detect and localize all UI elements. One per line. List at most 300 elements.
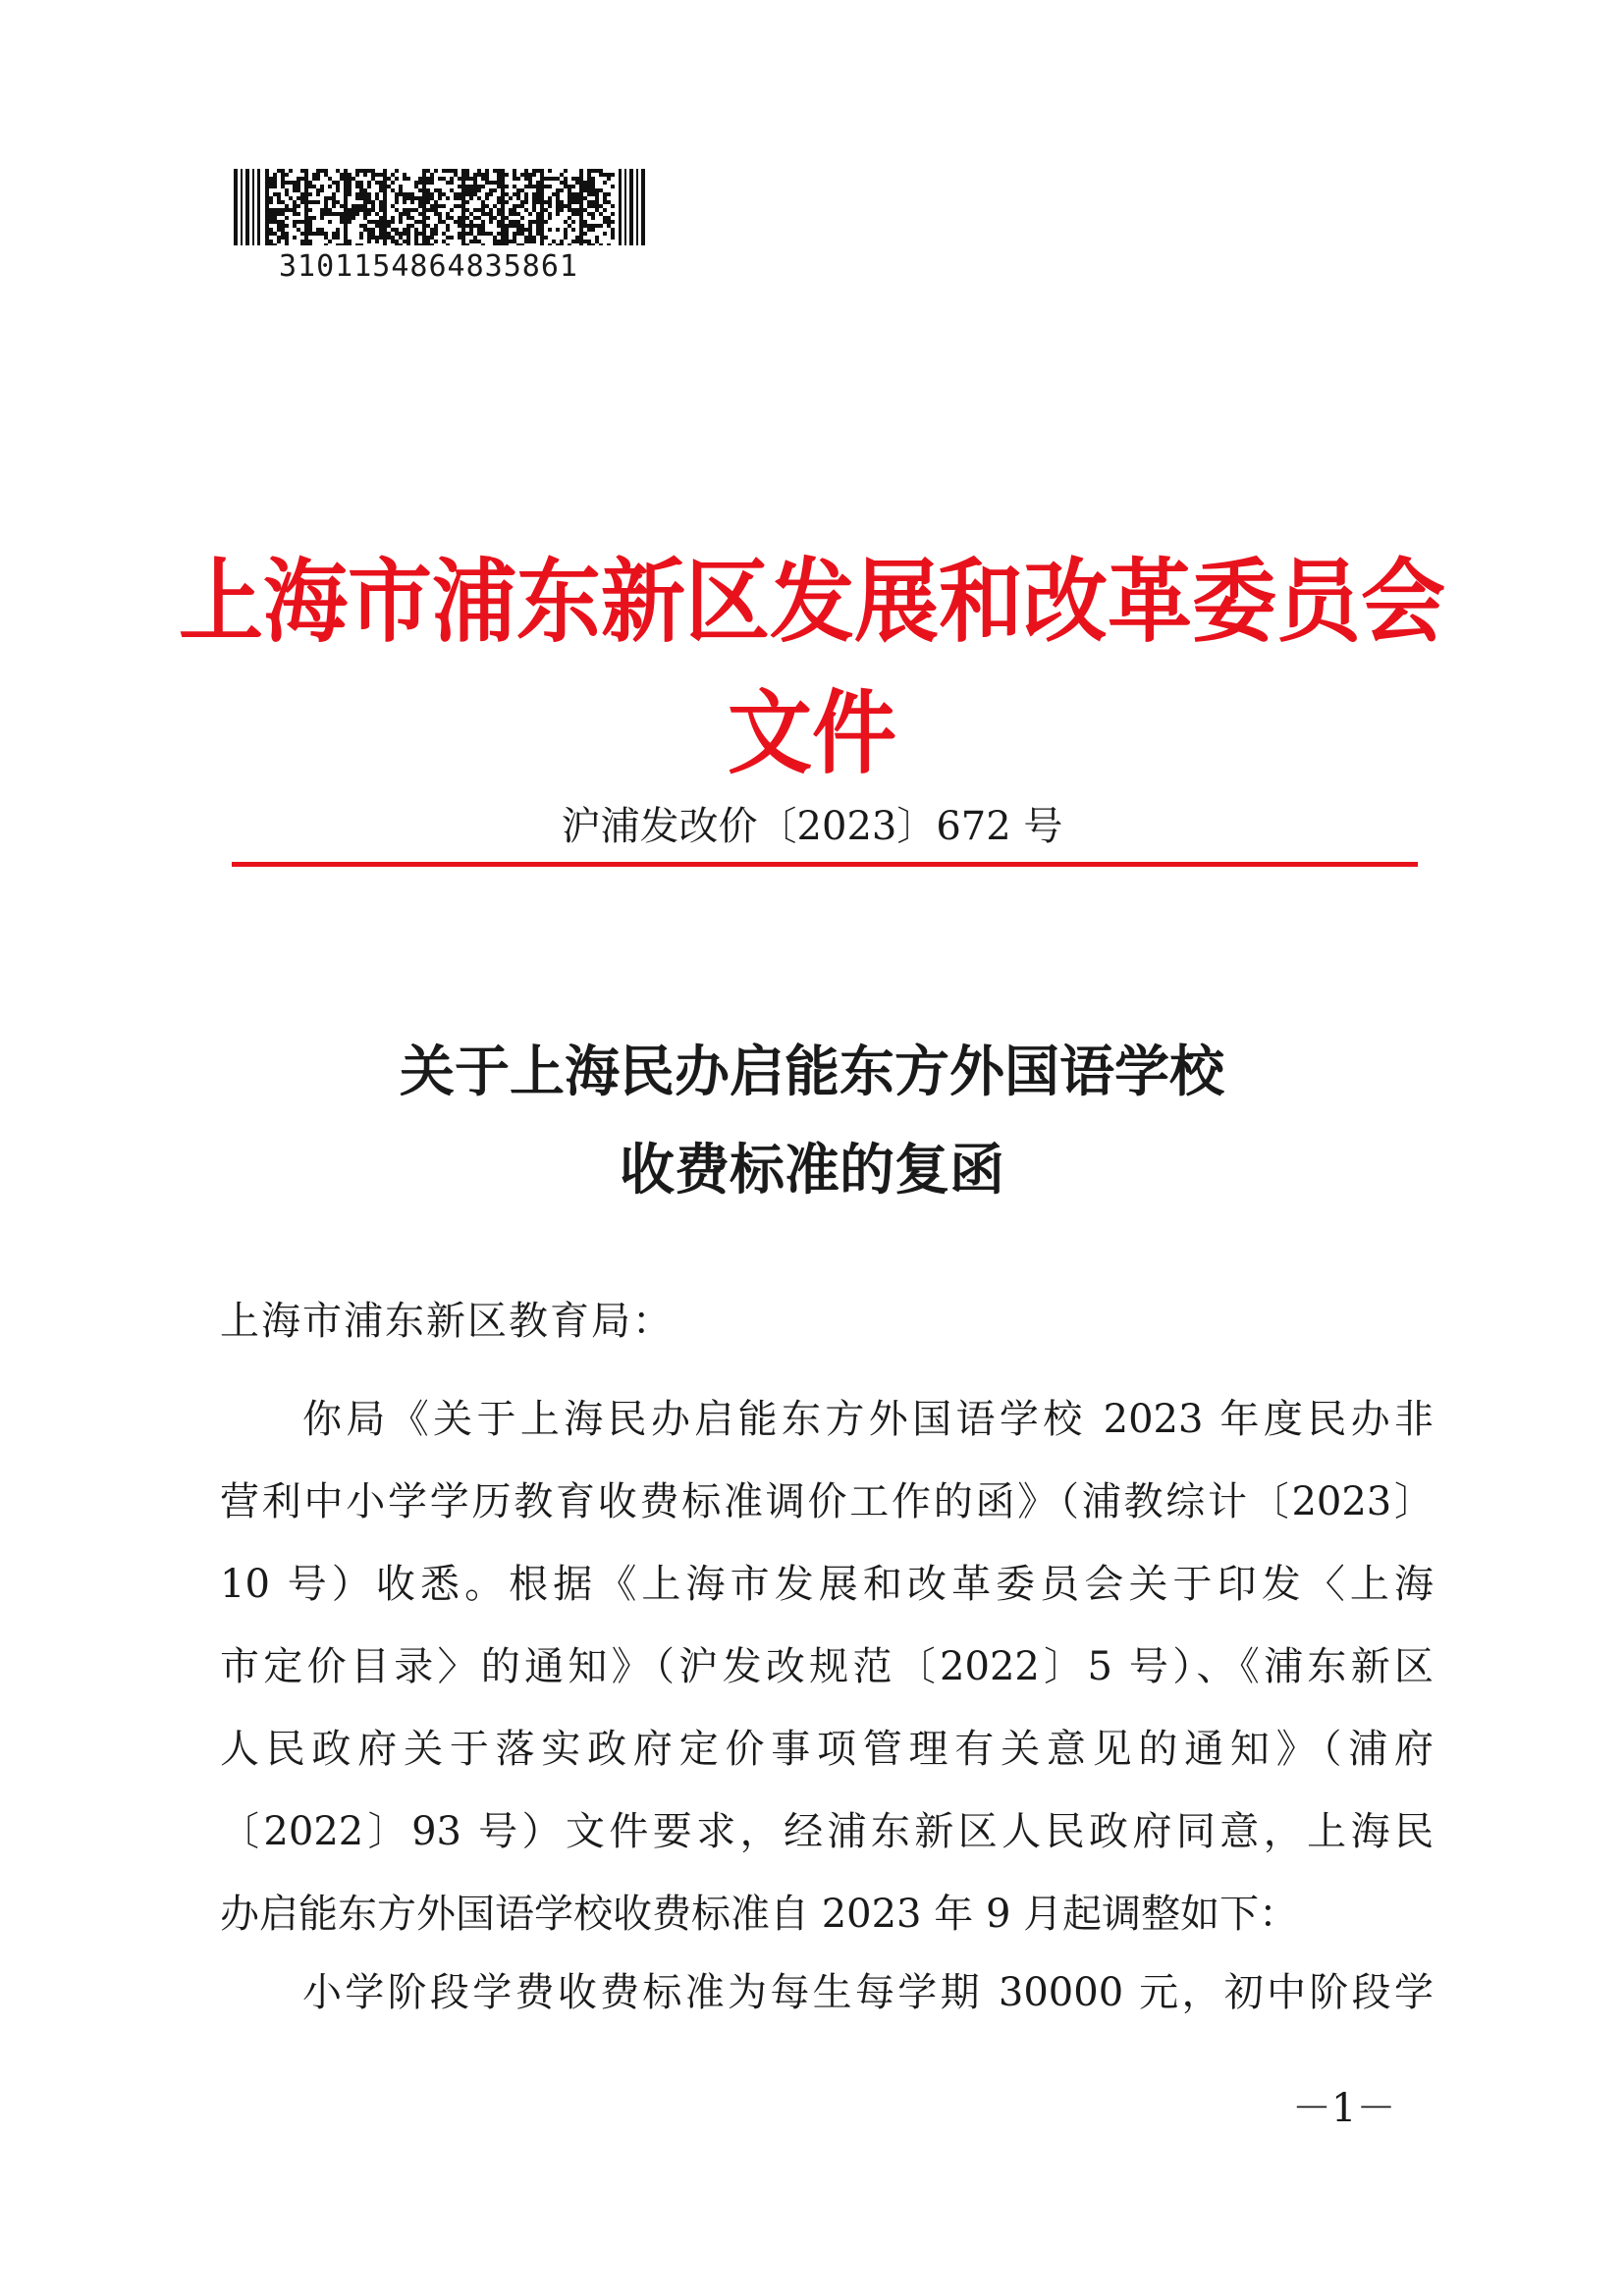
barcode-module [383,240,387,243]
barcode-module [300,196,304,200]
barcode-module [379,236,383,240]
barcode-module [524,185,528,188]
barcode-module [513,220,516,224]
barcode-module [265,177,269,181]
barcode-module [265,173,269,177]
barcode-module [418,196,422,200]
barcode-module [560,208,564,212]
barcode-module [304,173,308,177]
barcode-module [383,188,387,192]
barcode-graphic [234,169,646,245]
barcode-module [591,181,595,185]
barcode-module [485,196,489,200]
barcode-module [316,232,320,236]
barcode-module [575,192,579,196]
barcode-module [312,173,316,177]
barcode-module [513,173,516,177]
barcode-module [493,188,497,192]
barcode-module [493,181,497,185]
barcode-module [269,181,273,185]
barcode-module [265,240,269,243]
barcode-module [485,169,489,173]
barcode-module [446,196,450,200]
barcode-module [564,228,568,232]
barcode-module [579,232,583,236]
barcode-module [336,181,340,185]
barcode-module [544,236,548,240]
barcode-module [265,188,269,192]
barcode-module [446,228,450,232]
barcode-module [465,169,469,173]
barcode-module [269,177,273,181]
barcode-module [281,228,285,232]
barcode-module [524,240,528,243]
barcode-module [438,188,442,192]
barcode-module [477,196,481,200]
barcode-module [285,208,289,212]
barcode-module [363,192,367,196]
barcode-module [355,169,359,173]
barcode-module [308,200,312,204]
barcode-module [481,200,485,204]
barcode-module [611,228,615,232]
barcode-module [359,243,363,245]
barcode-module [406,236,410,240]
barcode-module [536,181,540,185]
barcode-module [395,232,399,236]
barcode-module [293,236,297,240]
body-line: 营利中小学学历教育收费标准调价工作的函》（浦教综计〔2023〕 [220,1479,1434,1524]
barcode-module [308,232,312,236]
barcode-module [461,173,465,177]
barcode-module [461,208,465,212]
barcode-module [312,177,316,181]
barcode-module [461,200,465,204]
barcode-module [316,173,320,177]
barcode-module [528,232,532,236]
barcode-module [513,208,516,212]
barcode-module [513,240,516,243]
barcode-module [422,196,426,200]
barcode-module [438,212,442,216]
barcode-module [348,192,352,196]
barcode-module [293,200,297,204]
barcode-module [269,216,273,220]
barcode-module [489,232,493,236]
barcode-module [297,204,300,208]
barcode-module [332,200,336,204]
barcode-module [403,240,406,243]
barcode-module [571,192,575,196]
barcode-module [387,177,391,181]
barcode-module [497,243,501,245]
barcode-module [265,196,269,200]
barcode-module [493,204,497,208]
barcode-module [324,208,328,212]
barcode-module [532,192,536,196]
barcode-module [473,240,477,243]
barcode-module [391,216,395,220]
barcode-module [579,208,583,212]
masthead-title: 上海市浦东新区发展和改革委员会文件 [179,548,1445,787]
barcode-module [300,232,304,236]
barcode-module [438,216,442,220]
barcode-module [359,208,363,212]
barcode-module [505,173,509,177]
barcode-module [591,188,595,192]
barcode-module [403,200,406,204]
barcode-module [316,188,320,192]
barcode-module [344,232,348,236]
barcode-module [285,216,289,220]
barcode-module [446,181,450,185]
barcode-module [293,208,297,212]
barcode-module [505,200,509,204]
barcode-module [414,228,418,232]
barcode-module [465,177,469,181]
barcode-module [568,192,571,196]
barcode-module [281,208,285,212]
barcode-module [497,208,501,212]
barcode-module [595,169,599,173]
barcode-module [603,220,607,224]
barcode-module [477,228,481,232]
barcode-module [336,236,340,240]
barcode-module [379,216,383,220]
barcode-module [371,173,375,177]
barcode-module [607,200,611,204]
barcode-module [355,204,359,208]
barcode-module [513,185,516,188]
barcode-module [367,169,371,173]
barcode-module [399,185,403,188]
barcode-module [469,177,473,181]
barcode-module [395,192,399,196]
barcode-module [277,236,281,240]
barcode-module [501,173,505,177]
barcode-module [344,204,348,208]
barcode-module [285,236,289,240]
barcode-module [454,220,458,224]
barcode-module [293,220,297,224]
barcode-module [583,181,587,185]
barcode-module [501,177,505,181]
barcode-module [489,192,493,196]
barcode-module [485,181,489,185]
barcode-module [556,177,560,181]
barcode-module [265,216,269,220]
barcode-module [422,200,426,204]
barcode-module [528,220,532,224]
barcode-module [379,181,383,185]
barcode-module [414,243,418,245]
barcode-module [548,228,552,232]
barcode-module [528,177,532,181]
barcode-module [399,212,403,216]
barcode-module [532,200,536,204]
barcode-module [505,240,509,243]
barcode-module [575,212,579,216]
barcode-module [348,188,352,192]
barcode-module [340,212,344,216]
barcode-module [277,228,281,232]
barcode-module [403,173,406,177]
barcode-module [371,220,375,224]
barcode-module [536,200,540,204]
barcode-module [524,200,528,204]
body-paragraph-2 [220,1951,1434,2034]
barcode-module [359,185,363,188]
barcode-module [540,216,544,220]
barcode-module [300,169,304,173]
barcode-module [509,220,513,224]
barcode-module [344,216,348,220]
barcode-module [450,169,454,173]
barcode-module [564,169,568,173]
barcode-module [348,243,352,245]
barcode-module [497,173,501,177]
barcode-module [348,181,352,185]
barcode-module [422,173,426,177]
barcode-module [461,192,465,196]
barcode-module [395,243,399,245]
barcode-module [273,173,277,177]
barcode-module [367,236,371,240]
barcode-module [461,216,465,220]
barcode-module [579,200,583,204]
barcode-module [281,185,285,188]
barcode-module [304,216,308,220]
barcode-module [520,204,524,208]
barcode-module [477,224,481,228]
barcode-module [595,204,599,208]
barcode-module [406,212,410,216]
barcode-module [269,208,273,212]
barcode-module [579,216,583,220]
barcode-module [505,232,509,236]
barcode-module [418,232,422,236]
barcode-module [603,208,607,212]
barcode-module [575,196,579,200]
barcode-module [454,169,458,173]
barcode-module [265,236,269,240]
barcode-module [434,212,438,216]
barcode-module [599,224,603,228]
barcode-module [297,177,300,181]
barcode-module [265,181,269,185]
barcode-module [516,220,520,224]
barcode-module [501,228,505,232]
barcode-module [367,200,371,204]
barcode-module [265,212,269,216]
barcode-module [344,173,348,177]
barcode-module [304,224,308,228]
barcode-module [383,185,387,188]
barcode-module [355,185,359,188]
barcode-module [516,212,520,216]
barcode-module [560,188,564,192]
barcode-module [352,212,355,216]
barcode-module [485,212,489,216]
barcode-module [359,236,363,240]
barcode-module [273,216,277,220]
barcode-module [564,204,568,208]
barcode-module [524,228,528,232]
barcode-module [501,204,505,208]
barcode-module [497,240,501,243]
barcode-module [493,216,497,220]
barcode-module [395,169,399,173]
barcode-module [454,196,458,200]
barcode-module [418,212,422,216]
barcode-module [520,228,524,232]
barcode-module [304,177,308,181]
barcode-module [568,216,571,220]
barcode-module [587,224,591,228]
barcode-module [560,200,564,204]
barcode-module [344,196,348,200]
red-divider-line [232,862,1418,867]
barcode-module [328,212,332,216]
barcode-module [375,196,379,200]
barcode-module [387,232,391,236]
barcode-module [583,188,587,192]
barcode-module [579,185,583,188]
barcode-module [505,192,509,196]
barcode-module [501,169,505,173]
barcode-module [348,220,352,224]
barcode-module [300,220,304,224]
barcode-module [418,181,422,185]
barcode-module [497,212,501,216]
barcode-module [414,240,418,243]
barcode-module [391,188,395,192]
barcode-module [497,177,501,181]
barcode-module [426,196,430,200]
barcode-module [501,232,505,236]
barcode-module [308,216,312,220]
barcode-module [469,220,473,224]
barcode-module [304,169,308,173]
barcode-module [285,240,289,243]
barcode-module [391,228,395,232]
barcode-module [446,236,450,240]
barcode-module [332,204,336,208]
barcode-module [599,173,603,177]
barcode-module [304,181,308,185]
barcode-module [285,181,289,185]
barcode-module [540,192,544,196]
barcode-module [277,224,281,228]
barcode-module [473,224,477,228]
barcode-module [556,188,560,192]
barcode-module [340,173,344,177]
barcode-module [465,216,469,220]
barcode-module [434,224,438,228]
body-line: 〔2022〕93 号）文件要求，经浦东新区人民政府同意，上海民 [220,1809,1434,1854]
barcode-module [536,185,540,188]
barcode-module [355,212,359,216]
barcode-module [422,232,426,236]
barcode-module [579,204,583,208]
barcode-module [469,192,473,196]
barcode-module [367,196,371,200]
barcode-module [461,196,465,200]
barcode-module [395,200,399,204]
barcode-module [371,204,375,208]
barcode-module [579,236,583,240]
barcode-module [579,243,583,245]
barcode-module [501,208,505,212]
barcode-module [528,185,532,188]
barcode-module [363,212,367,216]
addressee: 上海市浦东新区教育局： [220,1299,674,1344]
barcode-module [540,232,544,236]
barcode-module [548,185,552,188]
barcode-module [595,208,599,212]
barcode-module [383,208,387,212]
barcode-module [603,192,607,196]
barcode-module [363,200,367,204]
barcode-module [348,216,352,220]
barcode-module [426,236,430,240]
barcode-module [269,232,273,236]
barcode-module [430,173,434,177]
barcode-module [387,220,391,224]
barcode-module [544,220,548,224]
barcode-module [383,204,387,208]
barcode-module [501,212,505,216]
barcode-module [426,177,430,181]
barcode-module [442,204,446,208]
barcode-module [458,204,461,208]
barcode-module [485,204,489,208]
barcode-module [399,188,403,192]
barcode-module [579,228,583,232]
barcode-module [591,185,595,188]
barcode-module [336,200,340,204]
barcode-module [571,185,575,188]
barcode-module [501,236,505,240]
barcode-module [422,228,426,232]
barcode-module [304,236,308,240]
barcode-module [501,200,505,204]
barcode-module [383,236,387,240]
barcode-module [316,192,320,196]
barcode-module [513,236,516,240]
barcode-module [438,192,442,196]
barcode-module [568,224,571,228]
barcode-module [281,224,285,228]
barcode-module [422,177,426,181]
barcode-module [513,177,516,181]
barcode-module [540,236,544,240]
barcode-module [540,169,544,173]
barcode-module [269,212,273,216]
barcode-module [571,208,575,212]
barcode-module [410,196,414,200]
barcode-module [363,204,367,208]
barcode-module [344,185,348,188]
barcode-module [332,236,336,240]
barcode-module [591,228,595,232]
barcode-module [556,243,560,245]
barcode-module [371,177,375,181]
barcode-module [430,181,434,185]
barcode-module [336,232,340,236]
barcode-module [575,181,579,185]
barcode-module [414,196,418,200]
